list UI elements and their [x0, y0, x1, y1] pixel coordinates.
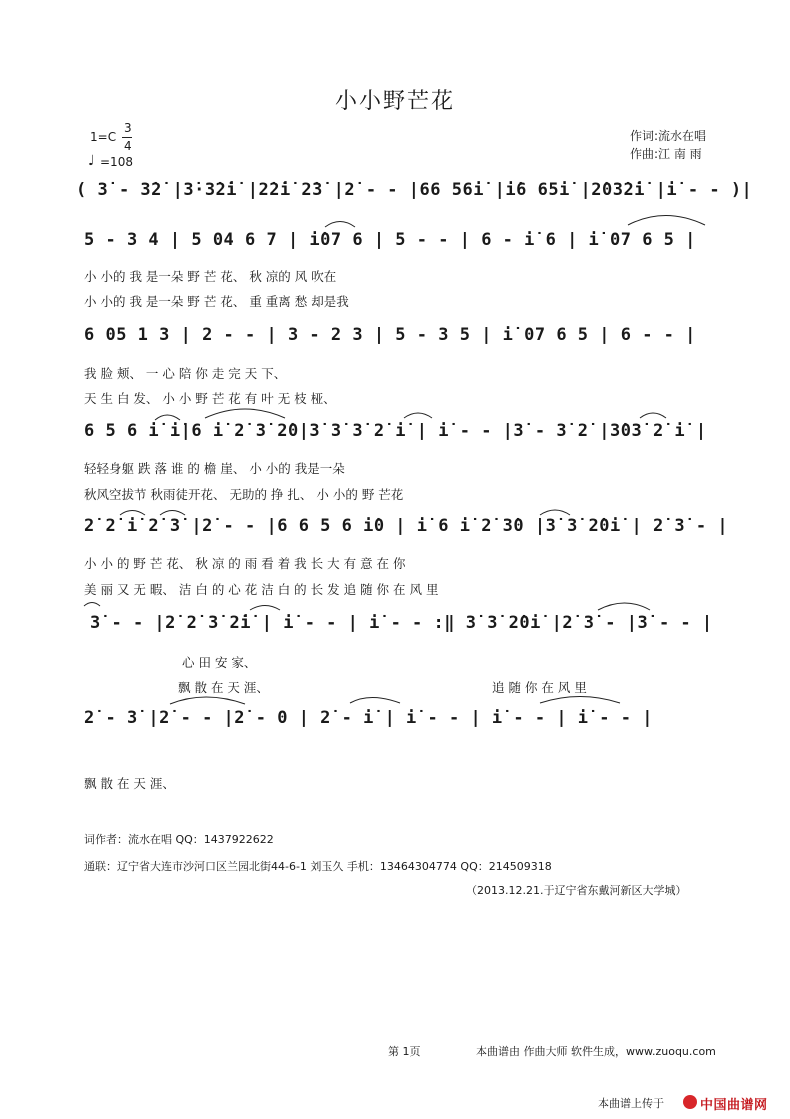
lyrics-row-3-verse-1: 我 脸 颊、 一 心 陪 你 走 完 天 下、: [84, 366, 287, 381]
quarter-note-icon: ♩: [88, 153, 95, 169]
lyricist-credit: 作词:流水在唱: [630, 129, 707, 143]
footer-date: （2013.12.21.于辽宁省东戴河新区大学城）: [466, 884, 687, 897]
score-row-1: ( 3̇ - 3̇2̇ |3̇·3̇2̇i̇ |2̇2̇i̇ 2̇3̇ |2̇ - - |66 56i̇ |i̇6 65i̇ |2̇03̇2̇i̇ |i̇ - - )|: [76, 180, 753, 200]
score-row-2: 5 - 3 4 | 5 04 6 7 | i̇07 6 | 5 - - | 6 - i̇ 6 | i̇ 07 6 5 |: [84, 230, 696, 250]
generator-note: 本曲谱由 作曲大师 软件生成，www.zuoqu.com: [476, 1045, 716, 1058]
lyrics-row-5-verse-1: 小 小 的 野 芒 花、 秋 凉 的 雨 看 着 我 长 大 有 意 在 你: [84, 556, 406, 571]
lyrics-row-2-verse-2: 小 小的 我 是一朵 野 芒 花、 重 重离 愁 却是我: [84, 294, 349, 309]
footer-contact: 通联：辽宁省大连市沙河口区兰园北街44-6-1 刘玉久 手机：13464304774 QQ：214509318: [84, 860, 552, 873]
score-row-6: 3̇ - - |2̇ 2̇ 3̇ 2̇i̇ | i̇ - - | i̇ - - :‖ 3̇ 3̇ 2̇0i̇ |2̇ 3̇ - |3̇ - - |: [90, 613, 713, 633]
time-signature-line: [122, 137, 132, 138]
lyrics-row-7: 飘 散 在 天 涯、: [84, 776, 175, 791]
composer-credit: 作曲:江 南 雨: [630, 147, 702, 161]
song-title: 小小野芒花: [334, 89, 455, 114]
page-number: 第 1页: [388, 1045, 421, 1058]
score-row-5: 2̇ 2̇ i̇ 2̇ 3̇ |2̇ - - |6 6 5 6 i̇0 | i̇ 6 i̇ 2̇ 3̇0 |3̇ 3̇ 2̇0i̇ | 2̇ 3̇ - |: [84, 516, 729, 536]
site-name: 中国曲谱网: [700, 1098, 768, 1113]
lyrics-row-2-verse-1: 小 小的 我 是一朵 野 芒 花、 秋 凉的 风 吹在: [84, 269, 337, 284]
lyrics-row-4-verse-2: 秋风空拔节 秋雨徒开花、 无助的 挣 扎、 小 小的 野 芒花: [84, 487, 404, 502]
lyrics-row-5-verse-2: 美 丽 又 无 暇、 洁 白 的 心 花 洁 白 的 长 发 追 随 你 在 风 里: [84, 582, 439, 597]
score-row-3: 6 05 1 3 | 2 - - | 3 - 2 3 | 5 - 3 5 | i̇ 07 6 5 | 6 - - |: [84, 325, 696, 345]
lyrics-row-3-verse-2: 天 生 白 发、 小 小 野 芒 花 有 叶 无 枝 桠、: [84, 391, 336, 406]
time-signature-bottom: 4: [124, 139, 132, 153]
key-signature: 1=C: [90, 130, 117, 144]
upload-note: 本曲谱上传于: [598, 1097, 664, 1110]
time-signature-top: 3: [124, 121, 132, 135]
lyrics-row-6-verse-1: 心 田 安 家、: [182, 655, 257, 670]
score-row-7: 2̇ - 3̇ |2̇ - - |2̇ - 0 | 2̇ - i̇ | i̇ - - | i̇ - - | i̇ - - |: [84, 708, 653, 728]
lyrics-row-4-verse-1: 轻轻身躯 跌 落 谁 的 檐 崖、 小 小的 我是一朵: [84, 461, 345, 476]
lyrics-row-6-verse-2-ending: 追 随 你 在 风 里: [492, 680, 587, 695]
score-row-4: 6 5 6 i̇ i̇|6 i̇ 2̇ 3̇ 2̇0|3̇ 3̇ 3̇ 2̇ i̇ | i̇ - - |3̇ - 3̇ 2̇ |3̇03̇ 2̇ i̇ |: [84, 421, 707, 441]
footer-author: 词作者：流水在唱 QQ：1437922622: [84, 833, 274, 846]
lyrics-row-6-verse-2: 飘 散 在 天 涯、: [178, 680, 269, 695]
site-logo-icon: [683, 1095, 697, 1109]
tempo-mark: =108: [100, 155, 133, 169]
